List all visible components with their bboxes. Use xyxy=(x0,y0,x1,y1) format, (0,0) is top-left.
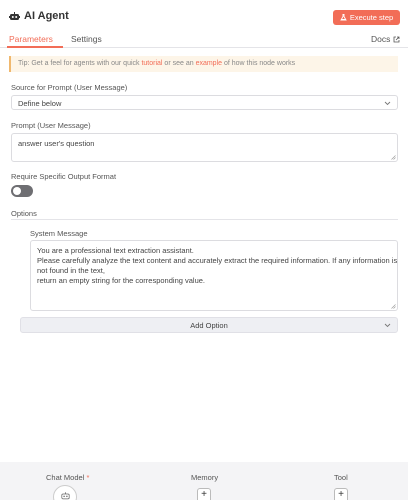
add-option-select[interactable] xyxy=(20,317,398,333)
flask-icon xyxy=(340,14,347,21)
chat-model-connector[interactable] xyxy=(53,485,77,500)
tip-banner xyxy=(9,56,398,72)
system-message-textarea[interactable] xyxy=(30,240,398,311)
execute-step-button[interactable] xyxy=(333,10,400,25)
system-message-line: not found in the text, xyxy=(37,266,105,275)
options-divider xyxy=(11,219,398,220)
docs-label: Docs xyxy=(371,34,391,44)
required-marker: * xyxy=(86,473,90,482)
memory-label: Memory xyxy=(191,473,219,482)
resize-handle-icon[interactable] xyxy=(391,304,396,309)
system-message-line: You are a professional text extraction assistant. xyxy=(37,246,194,255)
system-message-label: System Message xyxy=(30,229,88,238)
toggle-knob xyxy=(13,187,21,195)
source-label: Source for Prompt (User Message) xyxy=(11,83,128,92)
system-message-line: return an empty string for the corresponding value. xyxy=(37,276,206,285)
execute-step-label: Execute step xyxy=(349,13,394,22)
output-format-label: Require Specific Output Format xyxy=(11,172,117,181)
chat-model-label xyxy=(46,473,89,482)
system-message-line: Please carefully analyze the text content and accurately extract the required information. If any information is xyxy=(37,256,398,265)
chevron-down-icon xyxy=(384,101,391,106)
active-tab-indicator xyxy=(7,46,63,48)
docs-link[interactable] xyxy=(371,34,400,44)
panel-header xyxy=(0,0,408,32)
tutorial-link[interactable]: tutorial xyxy=(141,60,163,67)
tip-prefix: Tip: Get a feel for agents with our quick xyxy=(18,60,142,67)
tab-bar xyxy=(0,32,408,48)
example-link[interactable]: example xyxy=(195,60,223,67)
resize-handle-icon[interactable] xyxy=(391,155,396,160)
chevron-down-icon xyxy=(384,323,391,328)
tab-settings[interactable]: Settings xyxy=(71,34,102,44)
tab-parameters[interactable]: Parameters xyxy=(9,34,53,44)
prompt-textarea[interactable] xyxy=(11,133,398,162)
add-tool-button[interactable]: + xyxy=(334,488,348,500)
source-select-value: Define below xyxy=(18,99,62,108)
robot-icon xyxy=(61,492,70,500)
tip-middle: or see an xyxy=(162,60,196,67)
prompt-value: answer user's question xyxy=(18,139,95,148)
robot-icon xyxy=(9,12,20,21)
external-link-icon xyxy=(393,36,400,43)
chat-model-text: Chat Model xyxy=(46,473,85,482)
add-option-label: Add Option xyxy=(190,320,228,330)
options-label: Options xyxy=(11,209,37,218)
prompt-label: Prompt (User Message) xyxy=(11,121,91,130)
output-format-toggle[interactable] xyxy=(11,185,33,197)
add-memory-button[interactable]: + xyxy=(197,488,211,500)
tool-label: Tool xyxy=(334,473,348,482)
page-title: AI Agent xyxy=(24,10,69,22)
tip-suffix: of how this node works xyxy=(222,60,296,67)
source-select[interactable] xyxy=(11,95,398,110)
